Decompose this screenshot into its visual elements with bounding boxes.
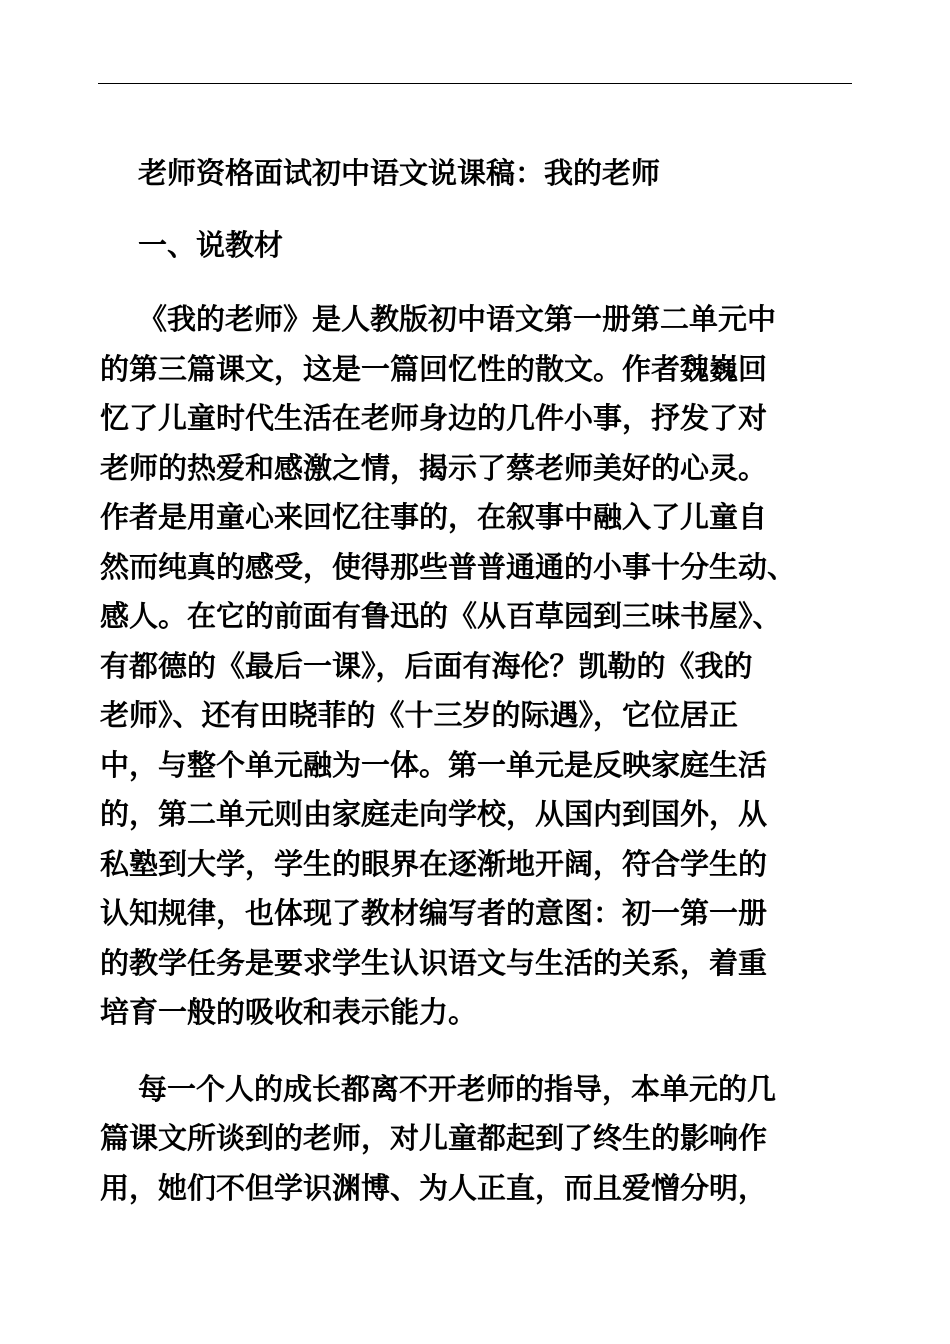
paragraph-line: 有都德的《最后一课》，后面有海伦？凯勒的《我的 bbox=[100, 648, 753, 683]
paragraph-line: 忆了儿童时代生活在老师身边的几件小事，抒发了对 bbox=[100, 401, 768, 435]
paragraph-line: 的教学任务是要求学生认识语文与生活的关系，着重 bbox=[100, 945, 768, 980]
paragraph-line: 用，她们不但学识渊博、为人正直，而且爱憎分明， bbox=[100, 1170, 768, 1205]
paragraph-line: 《我的老师》是人教版初中语文第一册第二单元中 bbox=[138, 302, 777, 336]
paragraph-line: 老师的热爱和感激之情，揭示了蔡老师美好的心灵。 bbox=[100, 450, 768, 485]
paragraph-line: 每一个人的成长都离不开老师的指导，本单元的几 bbox=[138, 1071, 777, 1106]
paragraph-line: 私塾到大学，学生的眼界在逐渐地开阔，符合学生的 bbox=[100, 846, 768, 881]
paragraph-line: 感人。在它的前面有鲁迅的《从百草园到三味书屋》、 bbox=[100, 599, 782, 633]
paragraph-2 bbox=[100, 1065, 852, 1214]
section-heading: 一、说教材 bbox=[138, 228, 284, 262]
paragraph-line: 中，与整个单元融为一体。第一单元是反映家庭生活 bbox=[100, 747, 768, 782]
paragraph-line: 认知规律，也体现了教材编写者的意图：初一第一册 bbox=[100, 896, 768, 930]
paragraph-line: 作者是用童心来回忆往事的，在叙事中融入了儿童自 bbox=[100, 500, 768, 534]
paragraph-line: 的第三篇课文，这是一篇回忆性的散文。作者魏巍回 bbox=[100, 351, 768, 386]
paragraph-line: 然而纯真的感受，使得那些普普通通的小事十分生动、 bbox=[100, 549, 797, 584]
paragraph-line: 培育一般的吸收和表示能力。 bbox=[100, 995, 478, 1029]
paragraph-line: 篇课文所谈到的老师，对儿童都起到了终生的影响作 bbox=[100, 1121, 768, 1155]
header-rule bbox=[98, 83, 852, 84]
document-body bbox=[100, 148, 852, 1213]
document-title: 老师资格面试初中语文说课稿：我的老师 bbox=[138, 156, 661, 190]
paragraph-line: 老师》、还有田晓菲的《十三岁的际遇》，它位居正 bbox=[100, 698, 739, 732]
paragraph-1 bbox=[100, 295, 852, 1038]
paragraph-line: 的，第二单元则由家庭走向学校，从国内到国外，从 bbox=[100, 797, 768, 831]
